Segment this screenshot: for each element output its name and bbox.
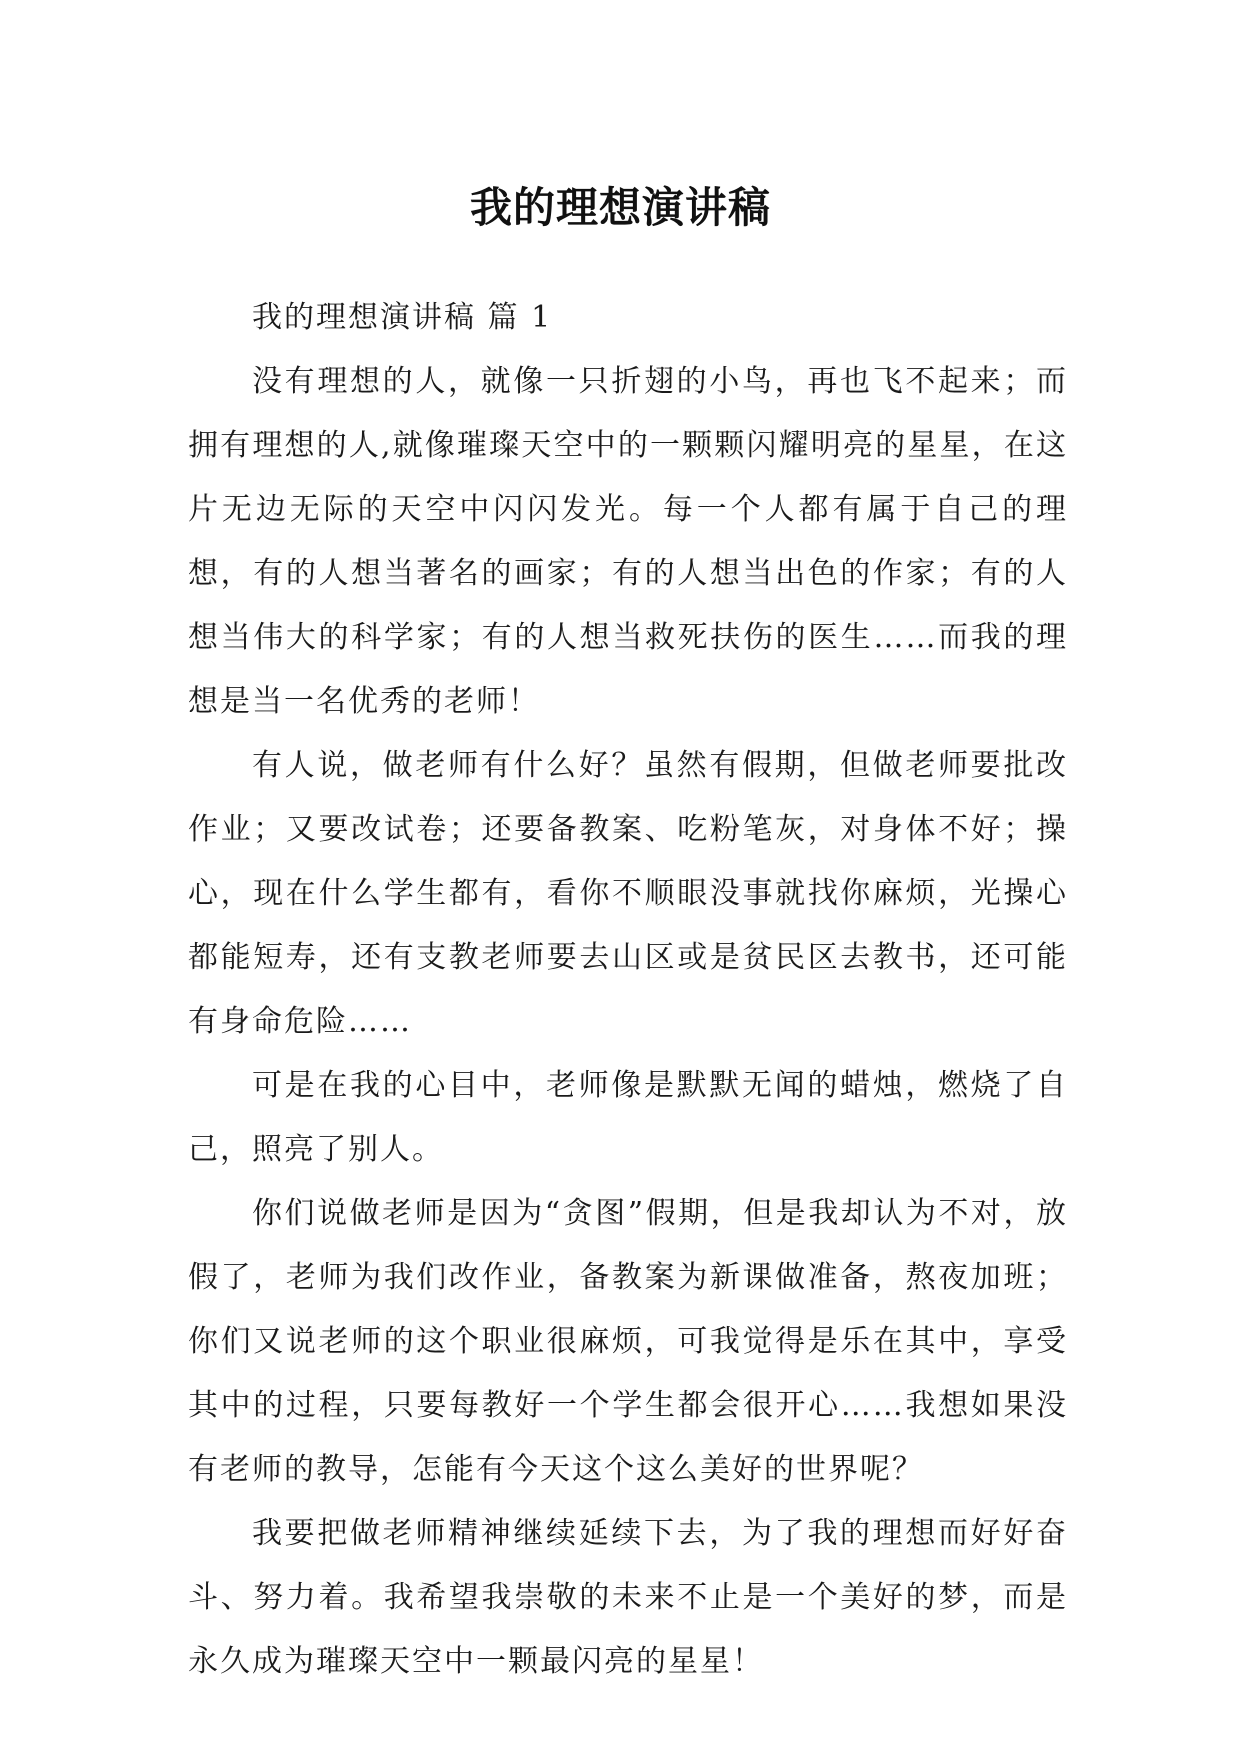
page-title: 我的理想演讲稿: [469, 183, 771, 233]
paragraph-1: 没有理想的人，就像一只折翅的小鸟，再也飞不起来；而拥有理想的人,就像璀璨天空中的一颗颗闪耀明亮的星星，在这片无边无际的天空中闪闪发光。每一个人都有属于自己的理想，有的人想当著名的画家；有的人想当出色的作家；有的人想当伟大的科学家；有的人想当救死扶伤的医生……而我的理想是当一名优秀的老师！: [188, 364, 1068, 719]
paragraph-3: 可是在我的心目中，老师像是默默无闻的蜡烛，燃烧了自己，照亮了别人。: [188, 1068, 1068, 1167]
paragraph-5: 我要把做老师精神继续延续下去，为了我的理想而好好奋斗、努力着。我希望我崇敬的未来不止是一个美好的梦，而是永久成为璀璨天空中一颗最闪亮的星星！: [188, 1516, 1068, 1679]
document-body: [188, 286, 1068, 1694]
paragraph-2: 有人说，做老师有什么好？虽然有假期，但做老师要批改作业；又要改试卷；还要备教案、吃粉笔灰，对身体不好；操心，现在什么学生都有，看你不顺眼没事就找你麻烦，光操心都能短寿，还有支教老师要去山区或是贫民区去教书，还可能有身命危险……: [188, 748, 1068, 1039]
section-heading: 我的理想演讲稿 篇 1: [252, 300, 553, 335]
paragraph-4: 你们说做老师是因为“贪图”假期，但是我却认为不对，放假了，老师为我们改作业，备教案为新课做准备，熬夜加班；你们又说老师的这个职业很麻烦，可我觉得是乐在其中，享受其中的过程，只要每教好一个学生都会很开心……我想如果没有老师的教导，怎能有今天这个这么美好的世界呢？: [188, 1196, 1068, 1487]
